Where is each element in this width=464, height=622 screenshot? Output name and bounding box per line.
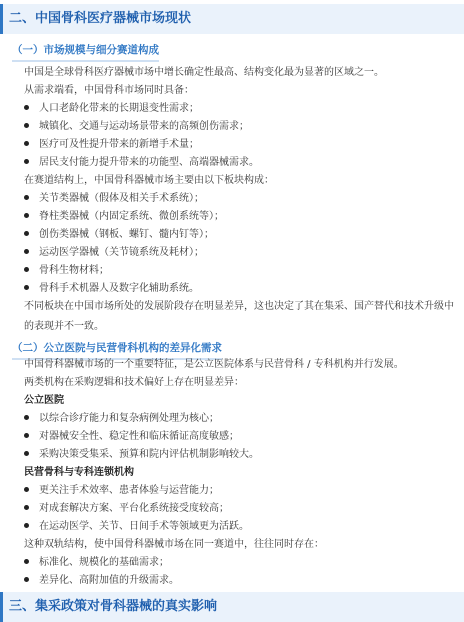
section-3-heading: 三、集采政策对骨科器械的真实影响 xyxy=(0,592,464,622)
list-item: 以综合诊疗能力和复杂病例处理为核心； xyxy=(24,410,219,428)
list-item: 更关注手术效率、患者体验与运营能力； xyxy=(24,482,219,500)
bullet-icon xyxy=(24,451,29,456)
bullet-icon xyxy=(24,559,29,564)
list-item: 骨科手术机器人及数字化辅助系统。 xyxy=(24,280,199,298)
paragraph: 中国骨科器械市场的一个重要特征，是公立医院体系与民营骨科 / 专科机构并行发展。 xyxy=(24,359,404,370)
private-institution-title: 民营骨科与专科连锁机构 xyxy=(24,467,134,478)
paragraph: 不同板块在中国市场所处的发展阶段存在明显差异，这也决定了其在集采、国产替代和技术升级中的表现并不一致。 xyxy=(24,301,454,332)
paragraph: 这种双轨结构，使中国骨科器械市场在同一赛道中，往往同时存在： xyxy=(24,539,324,550)
bullet-icon xyxy=(24,195,29,200)
list-item: 创伤类器械（钢板、螺钉、髓内钉等）； xyxy=(24,226,214,244)
list-item: 差异化、高附加值的升级需求。 xyxy=(24,572,179,590)
bullet-icon xyxy=(24,213,29,218)
paragraph: 在赛道结构上，中国骨科器械市场主要由以下板块构成： xyxy=(24,175,274,186)
bullet-icon xyxy=(24,523,29,528)
bullet-icon xyxy=(24,159,29,164)
public-hospital-title: 公立医院 xyxy=(24,395,64,406)
list-item: 医疗可及性提升带来的新增手术量； xyxy=(24,136,199,154)
list-item: 城镇化、交通与运动场景带来的高频创伤需求； xyxy=(24,118,249,136)
bullet-icon xyxy=(24,141,29,146)
list-item: 居民支付能力提升带来的功能型、高端器械需求。 xyxy=(24,154,259,172)
subsection-1-heading: （一）市场规模与细分赛道构成 xyxy=(12,42,159,62)
bullet-icon xyxy=(24,249,29,254)
bullet-icon xyxy=(24,505,29,510)
list-item: 运动医学器械（关节镜系统及耗材）； xyxy=(24,244,204,262)
section-2-heading: 二、中国骨科医疗器械市场现状 xyxy=(0,4,464,34)
bullet-icon xyxy=(24,267,29,272)
bullet-icon xyxy=(24,487,29,492)
list-item: 标准化、规模化的基础需求； xyxy=(24,554,169,572)
list-item: 对成套解决方案、平台化系统接受度较高； xyxy=(24,500,229,518)
list-item: 人口老龄化带来的长期退变性需求； xyxy=(24,100,199,118)
list-item: 关节类器械（假体及相关手术系统）； xyxy=(24,190,204,208)
list-item: 骨科生物材料； xyxy=(24,262,109,280)
bullet-icon xyxy=(24,433,29,438)
list-item: 脊柱类器械（内固定系统、微创系统等）； xyxy=(24,208,224,226)
paragraph: 从需求端看，中国骨科市场同时具备： xyxy=(24,85,194,96)
subsection-2-heading: （二）公立医院与民营骨科机构的差异化需求 xyxy=(12,340,222,360)
paragraph: 中国是全球骨科医疗器械市场中增长确定性最高、结构变化最为显著的区域之一。 xyxy=(24,67,384,78)
bullet-icon xyxy=(24,123,29,128)
list-item: 采购决策受集采、预算和院内评估机制影响较大。 xyxy=(24,446,259,464)
list-item: 在运动医学、关节、日间手术等领域更为活跃。 xyxy=(24,518,249,536)
bullet-icon xyxy=(24,285,29,290)
bullet-icon xyxy=(24,415,29,420)
bullet-icon xyxy=(24,231,29,236)
list-item: 对器械安全性、稳定性和临床循证高度敏感； xyxy=(24,428,239,446)
paragraph: 两类机构在采购逻辑和技术偏好上存在明显差异： xyxy=(24,377,244,388)
bullet-icon xyxy=(24,105,29,110)
bullet-icon xyxy=(24,577,29,582)
